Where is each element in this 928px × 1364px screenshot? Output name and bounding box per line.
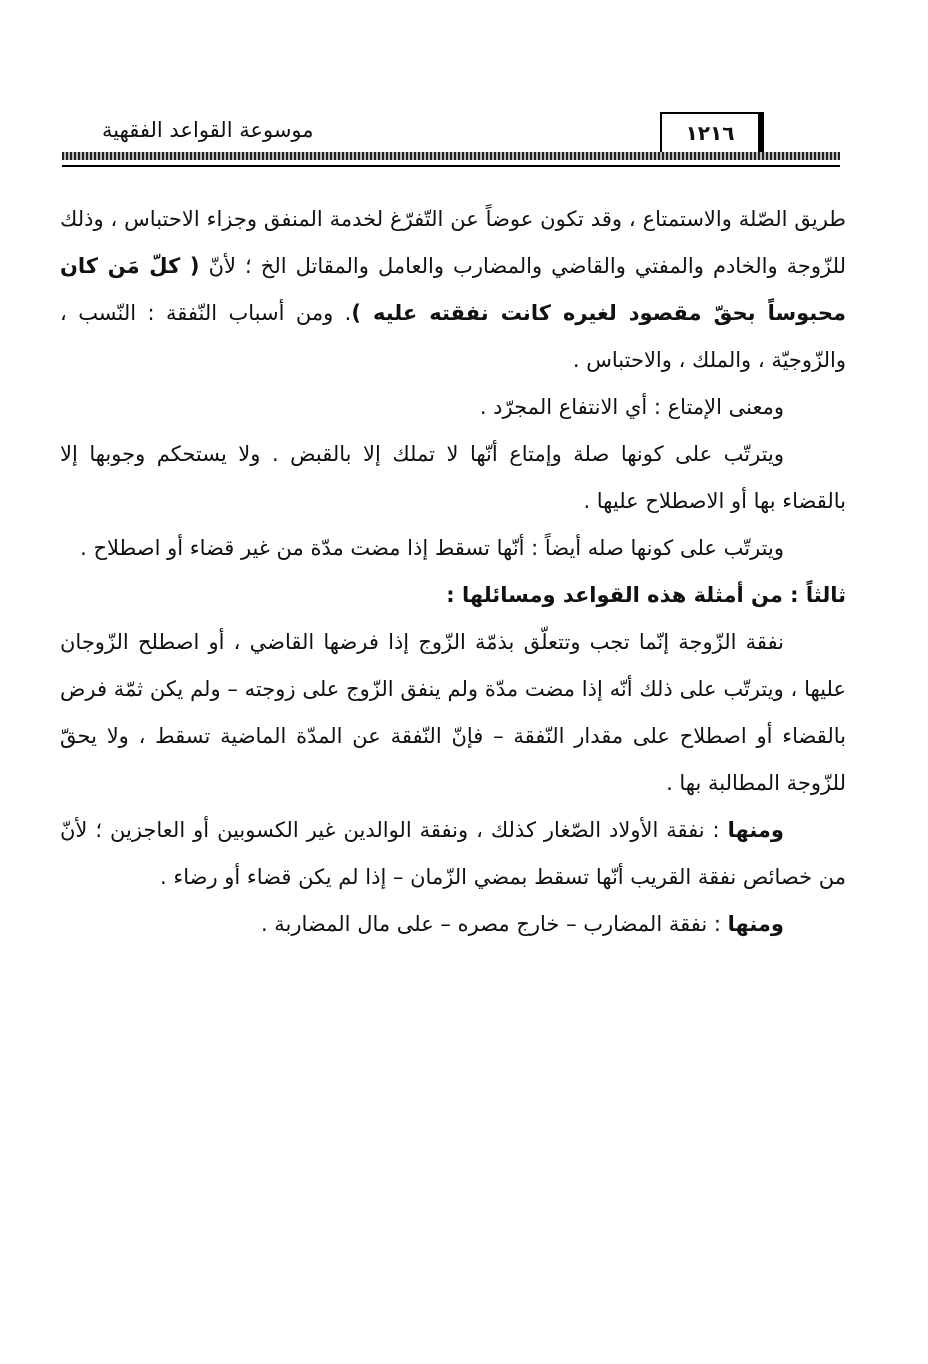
paragraph-1-text-end: . ومن أسباب النّفقة : النّسب ، والزّوجيّة ، والملك ، والاحتباس .: [60, 301, 846, 372]
book-title: موسوعة القواعد الفقهية: [102, 118, 314, 142]
paragraph-7-text: : نفقة المضارب – خارج مصره – على مال المضاربة .: [260, 912, 728, 936]
paragraph-6: [60, 807, 846, 901]
paragraph-4: ويترتّب على كونها صله أيضاً : أنّها تسقط إذا مضت مدّة من غير قضاء أو اصطلاح .: [80, 536, 784, 560]
page-header: [62, 108, 840, 168]
paragraph-6-lead: ومنها: [727, 818, 784, 842]
header-thin-rule: [62, 165, 840, 167]
paragraph-1-bold-rule: ( كلّ مَن كان محبوساً بحقّ مقصود لغيره كانت نفقته عليه ): [60, 254, 846, 325]
paragraph-5: نفقة الزّوجة إنّما تجب وتتعلّق بذمّة الزّوج إذا فرضها القاضي ، أو اصطلح الزّوجان عليها ، ويترتّب على ذلك أنّه إذا مضت مدّة ولم ينفق الزّوج على زوجته – ولم يكن ثمّة فرض بالقضاء أو اصطلاح على مقدار النّفقة – فإنّ النّفقة عن المدّة الماضية تسقط ، ولا يحقّ للزّوجة المطالبة بها .: [60, 630, 846, 795]
paragraph-7: [60, 901, 846, 948]
page-body: [60, 196, 846, 948]
paragraph-7-lead: ومنها: [727, 912, 784, 936]
paragraph-3: ويترتّب على كونها صلة وإمتاع أنّها لا تملك إلا بالقبض . ولا يستحكم وجوبها إلا بالقضاء بها أو الاصطلاح عليها .: [60, 442, 846, 513]
paragraph-1: [60, 196, 846, 384]
paragraph-6-text: : نفقة الأولاد الصّغار كذلك ، ونفقة الوالدين غير الكسوبين أو العاجزين ؛ لأنّ من خصائص نفقة القريب أنّها تسقط بمضي الزّمان – إذا لم يكن قضاء أو رضاء .: [60, 818, 846, 889]
header-hatched-rule: [62, 152, 840, 160]
section-heading: ثالثاً : من أمثلة هذه القواعد ومسائلها :: [446, 583, 846, 607]
paragraph-1-text: طريق الصّلة والاستمتاع ، وقد تكون عوضاً عن التّفرّغ لخدمة المنفق وجزاء الاحتباس ، وذلك للزّوجة والخادم والمفتي والقاضي والمضارب والعامل والمقاتل الخ ؛ لأنّ: [60, 207, 846, 278]
paragraph-2: ومعنى الإمتاع : أي الانتفاع المجرّد .: [479, 395, 784, 419]
page-number: ١٢١٦: [660, 112, 764, 154]
